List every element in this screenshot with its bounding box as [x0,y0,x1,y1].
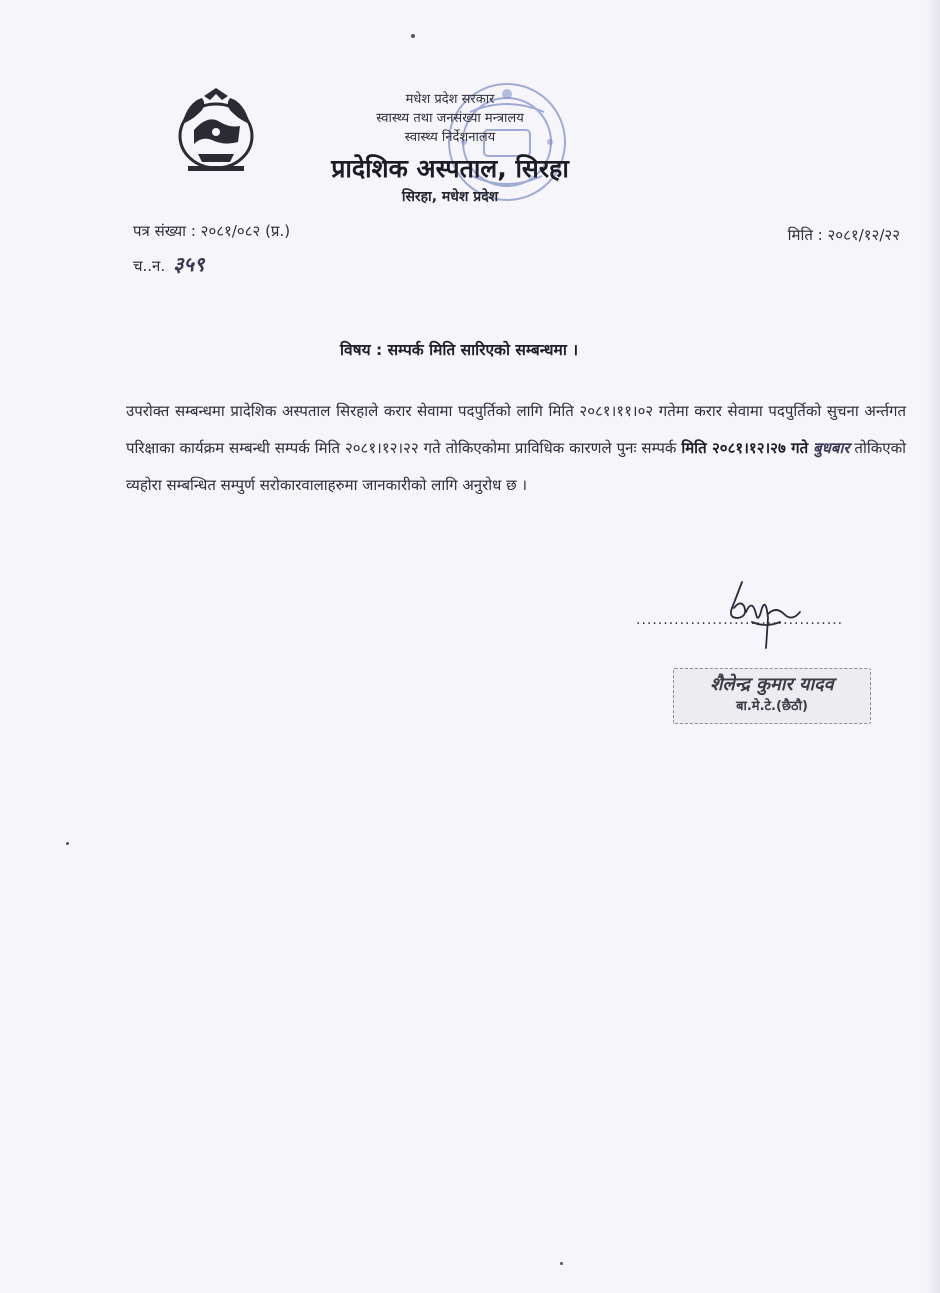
scan-speck [411,34,415,38]
page-edge-shadow [926,0,940,1293]
directorate-name: स्वास्थ्य निर्देशनालय [404,130,496,145]
hospital-name: प्रादेशिक अस्पताल, सिरहा [331,154,569,183]
government-emblem-icon [168,84,264,180]
scan-speck [66,842,69,845]
signatory-stamp [673,668,871,724]
body-handwritten-day: बुधबार [813,439,850,457]
body-text-part1: उपरोक्त सम्बन्धमा प्रादेशिक अस्पताल सिरहाले करार सेवामा पदपुर्तिको लागि मिति २०८१।११।०२ गतेमा करार सेवामा पदपुर्तिको सुचना अर्न्तगत परिक्षाका कार्यक्रम सम्बन्धी सम्पर्क मिति २०८१।१२।२२ गते तोकिएकोमा प्राविधिक कारणले पुनः सम्पर्क [126,402,906,457]
body-text-part2: तोकिएको व्यहोरा सम्बन्धित सम्पुर्ण सरोकारवालाहरुमा जानकारीको लागि अनुरोध छ । [126,439,906,494]
dispatch-label: च..न. [133,257,166,275]
signature-line: ...................................... [636,612,844,628]
province-government: मधेश प्रदेश सरकार [405,92,495,107]
dispatch-number [133,250,204,277]
hospital-address: सिरहा, मधेश प्रदेश [401,189,499,205]
letter-body [126,393,906,504]
letter-date: मिति : २०८१/१२/२२ [787,226,900,244]
signatory-post: बा.मे.टे.(छैठौ) [736,699,808,714]
ministry-name: स्वास्थ्य तथा जनसंख्या मन्त्रालय [376,111,524,126]
signatory-name: शैलेन्द्र कुमार यादव [710,674,834,695]
letterhead [300,90,600,207]
dispatch-handwritten-number: ३५९ [173,252,205,276]
letter-subject: विषय : सम्पर्क मिति सारिएको सम्बन्धमा । [340,341,579,359]
scan-speck [560,1262,563,1265]
body-new-date: मिति २०८१।१२।२७ गते [681,439,809,457]
letter-number: पत्र संख्या : २०८१/०८२ (प्र.) [133,222,291,240]
